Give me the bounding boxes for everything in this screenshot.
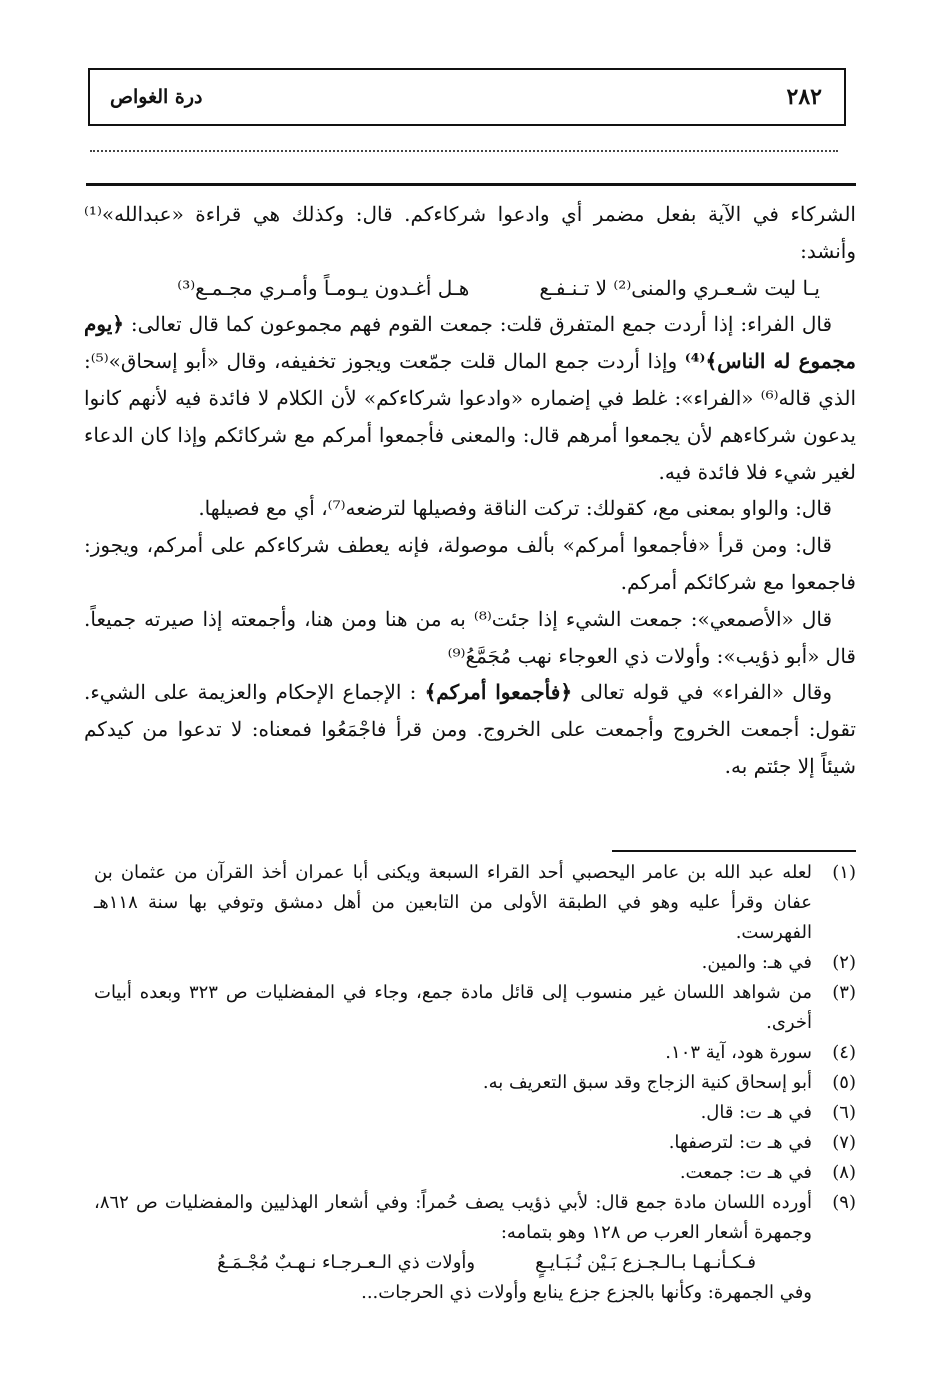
paragraph-6-rest: : الإجماع الإحكام والعزيمة على الشيء. تقول: أجمعت الخروج وأجمعت على الخروج. ومن قرأ فاجْمَعُوا فمعناه: لا تدعوا من كيدكم شيئاً إلا جئتم به. xyxy=(84,680,856,778)
running-title: درة الغواص xyxy=(110,86,203,108)
footnote-number: (٨) xyxy=(832,1162,856,1183)
dotted-divider xyxy=(90,150,838,152)
paragraph-4: قال: ومن قرأ «فأجمعوا أمركم» بألف موصولة، فإنه يعطف شركاءكم على أمركم، ويجوز: فاجمعوا مع شركائكم أمركم. xyxy=(84,533,856,594)
footnote xyxy=(94,1068,856,1098)
footnote xyxy=(94,1098,856,1128)
verse-1 xyxy=(84,270,856,307)
paragraph-5-text: قال «الأصمعي»: جمعت الشيء إذا جئت⁽⁸⁾ به من هنا ومن هنا، وأجمعته إذا صيرته جميعاً. قال «أبو ذؤيب»: xyxy=(84,606,856,668)
footnote-text: لعله عبد الله بن عامر اليحصبي أحد القراء السبعة ويكنى أبا عمران أخذ القرآن من عثمان بن عفان وقرأ عليه وهو في الطبقة الأولى من التابعين من أهل دمشق وتوفي بها سنة ١١٨هـ الفهرست. xyxy=(94,862,812,943)
paragraph-1: الشركاء في الآية بفعل مضمر أي وادعوا شركاءكم. قال: وكذلك هي قراءة «عبدالله»⁽¹⁾ وأنشد: xyxy=(84,202,856,263)
verse-1-second-hemistich: هـل أغـدون يـومـاً وأمـري مجـمـع⁽³⁾ xyxy=(177,275,470,300)
footnote-number: (٣) xyxy=(832,982,856,1003)
page-number: ٢٨٢ xyxy=(786,84,822,110)
page-header xyxy=(88,68,846,126)
footnote xyxy=(94,978,856,1038)
footnote-text: في هـ: والمين. xyxy=(701,952,812,973)
quran-quote-1: ﴿يوم مجموع له الناس﴾⁽⁴⁾ xyxy=(84,312,857,374)
abu-dhuayb-verse: وأولات ذي العوجاء نهب مُجَمَّعُ⁽⁹⁾ xyxy=(447,643,711,668)
footnote-9-last-line: وفي الجمهرة: وكأنها بالجزع جزع ينابع وأولات ذي الحرجات... xyxy=(361,1282,812,1303)
footnote-text: في هـ ت: لترصفها. xyxy=(668,1132,812,1153)
footnote-text: سورة هود، آية ١٠٣. xyxy=(665,1042,812,1063)
footnote-number: (٥) xyxy=(832,1072,856,1093)
footnote-9-verse xyxy=(94,1248,856,1278)
footnote-number: (٦) xyxy=(832,1102,856,1123)
footnote-text: في هـ ت: قال. xyxy=(700,1102,812,1123)
footnote-text: في هـ ت: جمعت. xyxy=(679,1162,812,1183)
footnote-9-verse-first: فـكـأنـهـا بـالـجـزع بَـيْن نُـبَـايـعٍ xyxy=(535,1252,756,1273)
footnote xyxy=(94,1158,856,1188)
paragraph-2 xyxy=(84,306,856,490)
paragraph-2-start: قال الفراء: إذا أردت جمع المتفرق قلت: جمعت القوم فهم مجموعون كما قال تعالى: xyxy=(130,312,832,337)
main-text xyxy=(84,196,856,785)
footnote xyxy=(94,1188,856,1248)
footnote-number: (٤) xyxy=(832,1042,856,1063)
footnote xyxy=(94,858,856,948)
paragraph-6 xyxy=(84,674,856,784)
quran-quote-2: ﴿فأجمعوا أمركم﴾ xyxy=(424,680,573,705)
paragraph-2-rest: وإذا أردت جمع المال قلت جمّعت ويجوز تخفيفه، وقال «أبو إسحاق»⁽⁵⁾: الذي قاله⁽⁶⁾ «الفراء»: غلط في إضماره «وادعوا شركاءكم» لأن الكلام لا فائدة فيه لأنهم كانوا يدعون شركاءهم لأن يجمعوا أمرهم قال: والمعنى فأجمعوا أمركم مع شركائكم وإذا كان الدعاء لغير شيء فلا فائدة فيه. xyxy=(84,349,856,484)
footnote xyxy=(94,948,856,978)
paragraph-3: قال: والواو بمعنى مع، كقولك: تركت الناقة وفصيلها لترضعه⁽⁷⁾، أي مع فصيلها. xyxy=(198,496,832,521)
paragraph-6-start: وقال «الفراء» في قوله تعالى xyxy=(580,680,833,705)
footnotes xyxy=(94,858,856,1308)
footnote-number: (٧) xyxy=(832,1132,856,1153)
footnote xyxy=(94,1128,856,1158)
footnote-number: (١) xyxy=(832,862,856,883)
top-rule xyxy=(86,183,856,186)
footnote-9-verse-second: وأولات ذي الـعـرجـاء نـهـبٌ مُجْـمَـعُ xyxy=(217,1252,476,1273)
footnote-text: أورده اللسان مادة جمع قال: لأبي ذؤيب يصف حُمراً: وفي أشعار الهذليين والمفضليات ص ٨٦٢، وجمهرة أشعار العرب ص ١٢٨ وهو بتمامه: xyxy=(94,1192,812,1243)
footnote-number: (٩) xyxy=(832,1192,856,1213)
verse-1-first-hemistich: يـا ليت شـعـري والمنى⁽²⁾ لا تـنـفـع xyxy=(539,275,820,300)
footnote xyxy=(94,1038,856,1068)
footnote-text: من شواهد اللسان غير منسوب إلى قائل مادة جمع، وجاء في المفضليات ص ٣٢٣ وبعده أبيات أخرى. xyxy=(94,982,812,1033)
footnote-text: أبو إسحاق كنية الزجاج وقد سبق التعريف به. xyxy=(482,1072,812,1093)
paragraph-5 xyxy=(84,601,856,675)
footnote-number: (٢) xyxy=(832,952,856,973)
footnote-rule xyxy=(612,850,856,852)
